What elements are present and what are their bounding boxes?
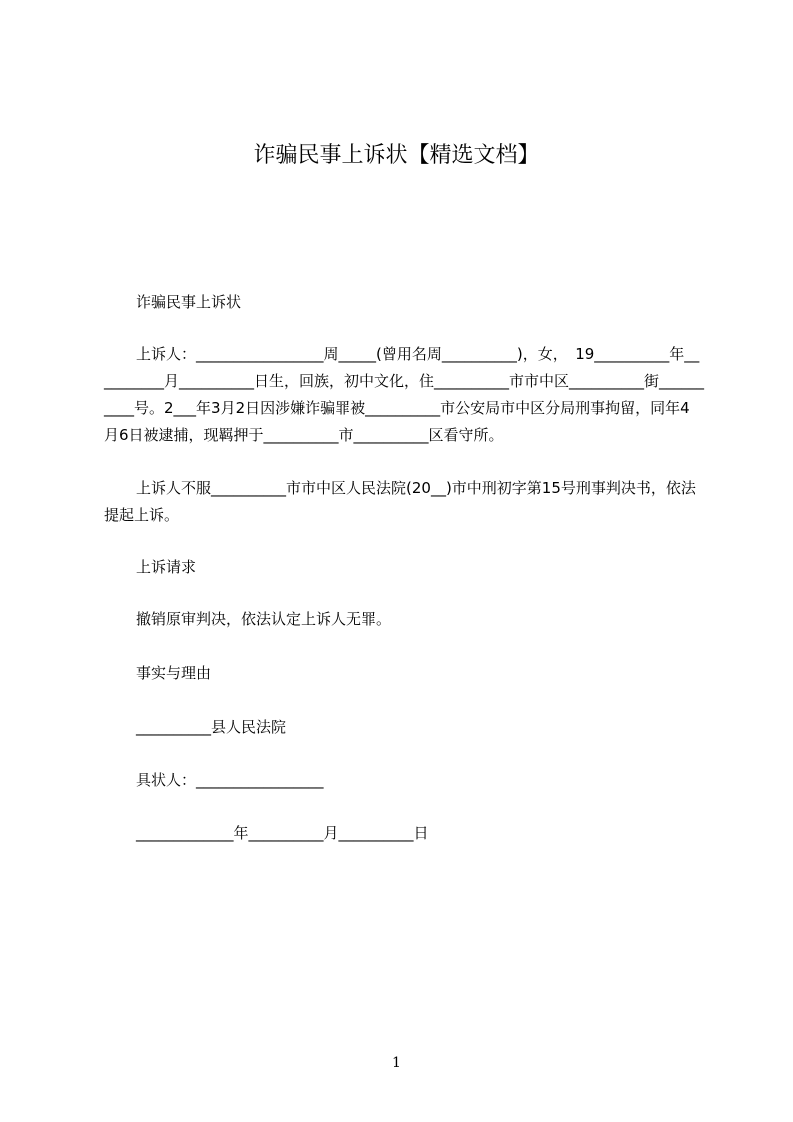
page-title: 诈骗民事上诉状【精选文档】 xyxy=(253,143,540,168)
date-line: _____________年__________月__________日 xyxy=(136,824,429,842)
facts-heading: 事实与理由 xyxy=(136,664,212,682)
request-content: 撤销原审判决，依法认定上诉人无罪。 xyxy=(136,610,392,628)
page-number: 1 xyxy=(392,1055,401,1071)
court-line: __________县人民法院 xyxy=(136,718,287,736)
document-subtitle: 诈骗民事上诉状 xyxy=(136,293,242,311)
appellant-info-paragraph: 上诉人：_________________周_____(曾用名周__________)，女， 19__________年__________月__________日生，回族，初中文化，住__________市市中区__________街__________号。2___年3月2日因涉嫌诈骗罪被__________市公安局市中区分局刑事拘留，同年4月6日被逮捕，现羁押于__________市__________区看守所。 xyxy=(104,345,705,444)
appeal-statement-paragraph: 上诉人不服__________市市中区人民法院(20__)市中刑初字第15号刑事判决书，依法提起上诉。 xyxy=(104,479,696,524)
request-heading: 上诉请求 xyxy=(136,558,197,576)
signer-line: 具状人：_________________ xyxy=(136,771,324,789)
